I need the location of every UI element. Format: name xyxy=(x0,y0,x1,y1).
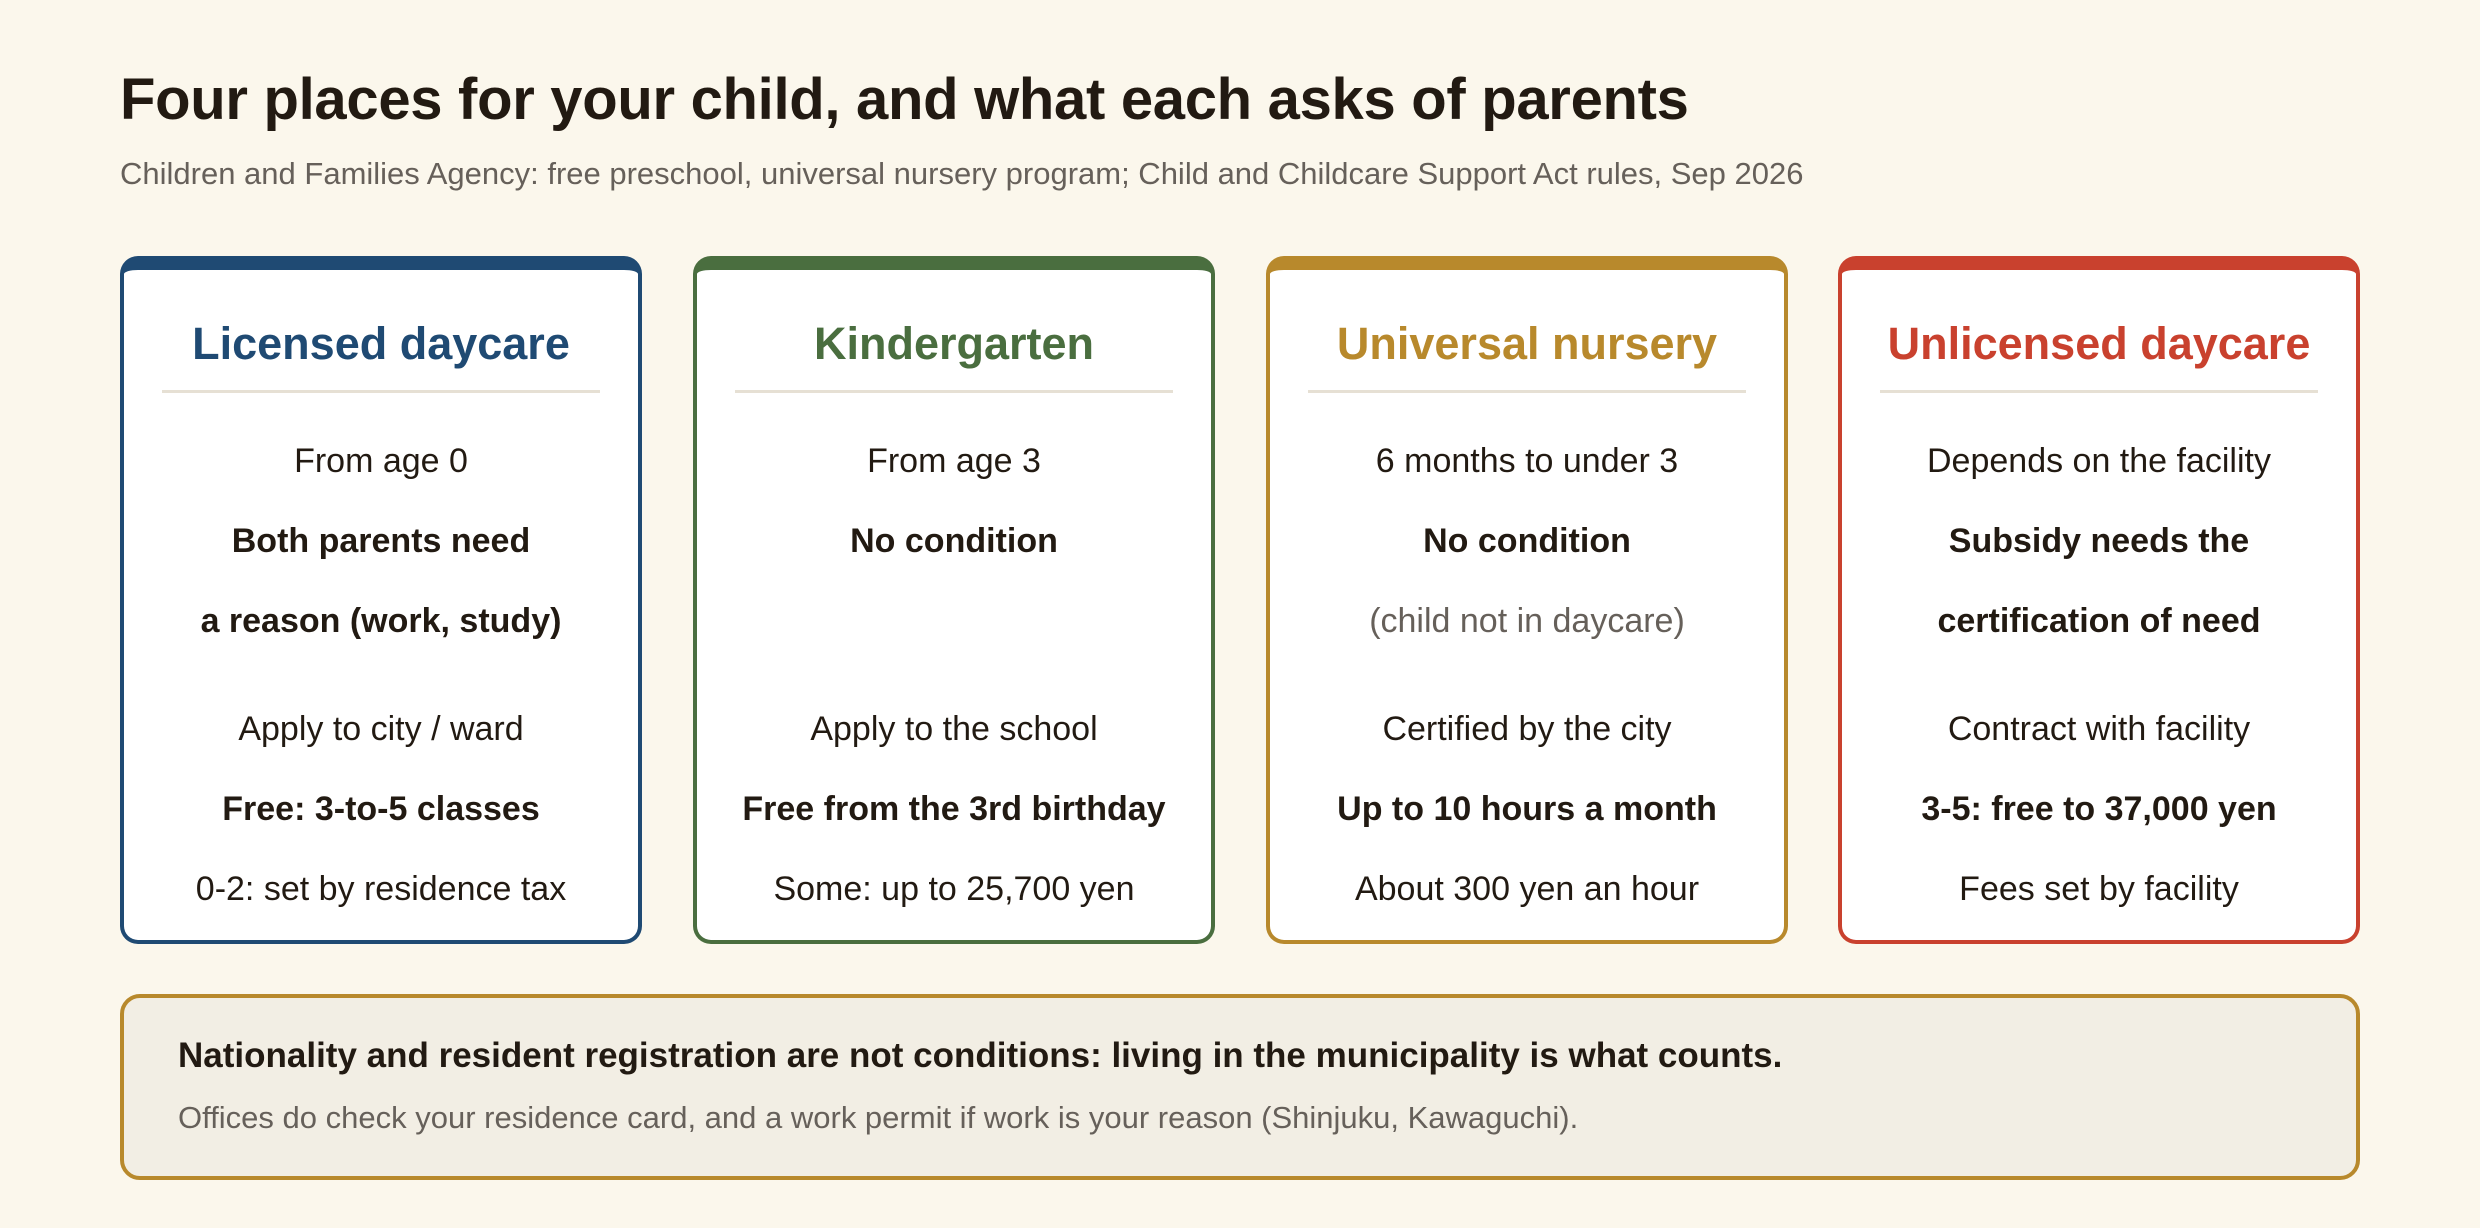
card-fee: About 300 yen an hour xyxy=(1354,870,1700,908)
note-detail: Offices do check your residence card, and a work permit if work is your reason (Shinjuku, Kawaguchi). xyxy=(178,1100,1579,1135)
card-free-period: Up to 10 hours a month xyxy=(1337,790,1717,828)
card-free-period: Free from the 3rd birthday xyxy=(742,790,1166,828)
card-condition-detail: certification of need xyxy=(1937,602,2261,640)
card-condition-detail: a reason (work, study) xyxy=(200,602,562,640)
card-fee: 0-2: set by residence tax xyxy=(195,870,567,908)
note-headline: Nationality and resident registration are not conditions: living in the municipality is what counts. xyxy=(178,1036,1783,1075)
card-application: Certified by the city xyxy=(1382,710,1672,748)
card-age: From age 3 xyxy=(867,442,1041,480)
page-subtitle: Children and Families Agency: free preschool, universal nursery program; Child and Childcare Support Act rules, Sep 2026 xyxy=(120,156,1804,191)
card-free-period: 3-5: free to 37,000 yen xyxy=(1921,790,2277,828)
card-divider xyxy=(1880,390,2318,393)
card-divider xyxy=(735,390,1173,393)
card-application: Contract with facility xyxy=(1947,710,2251,748)
eligibility-note xyxy=(120,994,2360,1180)
card-divider xyxy=(1308,390,1746,393)
card-fee: Some: up to 25,700 yen xyxy=(773,870,1135,908)
card-divider xyxy=(162,390,600,393)
card-title: Universal nursery xyxy=(1336,318,1718,369)
page-title: Four places for your child, and what each asks of parents xyxy=(120,67,1689,132)
card-universal-nursery xyxy=(1266,256,1788,944)
card-fee: Fees set by facility xyxy=(1959,870,2239,908)
card-age: Depends on the facility xyxy=(1927,442,2271,480)
card-free-period: Free: 3-to-5 classes xyxy=(222,790,540,828)
card-condition: No condition xyxy=(850,522,1058,560)
card-licensed-daycare xyxy=(120,256,642,944)
card-condition: Both parents need xyxy=(231,522,531,560)
card-unlicensed-daycare xyxy=(1838,256,2360,944)
card-condition-detail: (child not in daycare) xyxy=(1369,602,1685,640)
card-title: Unlicensed daycare xyxy=(1887,318,2311,369)
card-application: Apply to city / ward xyxy=(238,710,524,748)
card-condition: Subsidy needs the xyxy=(1948,522,2250,560)
childcare-cards xyxy=(120,256,2360,944)
card-age: From age 0 xyxy=(294,442,468,480)
card-title: Kindergarten xyxy=(813,318,1095,369)
card-condition: No condition xyxy=(1423,522,1631,560)
card-kindergarten xyxy=(693,256,1215,944)
card-application: Apply to the school xyxy=(810,710,1098,748)
card-age: 6 months to under 3 xyxy=(1375,442,1679,480)
card-title: Licensed daycare xyxy=(192,318,570,369)
